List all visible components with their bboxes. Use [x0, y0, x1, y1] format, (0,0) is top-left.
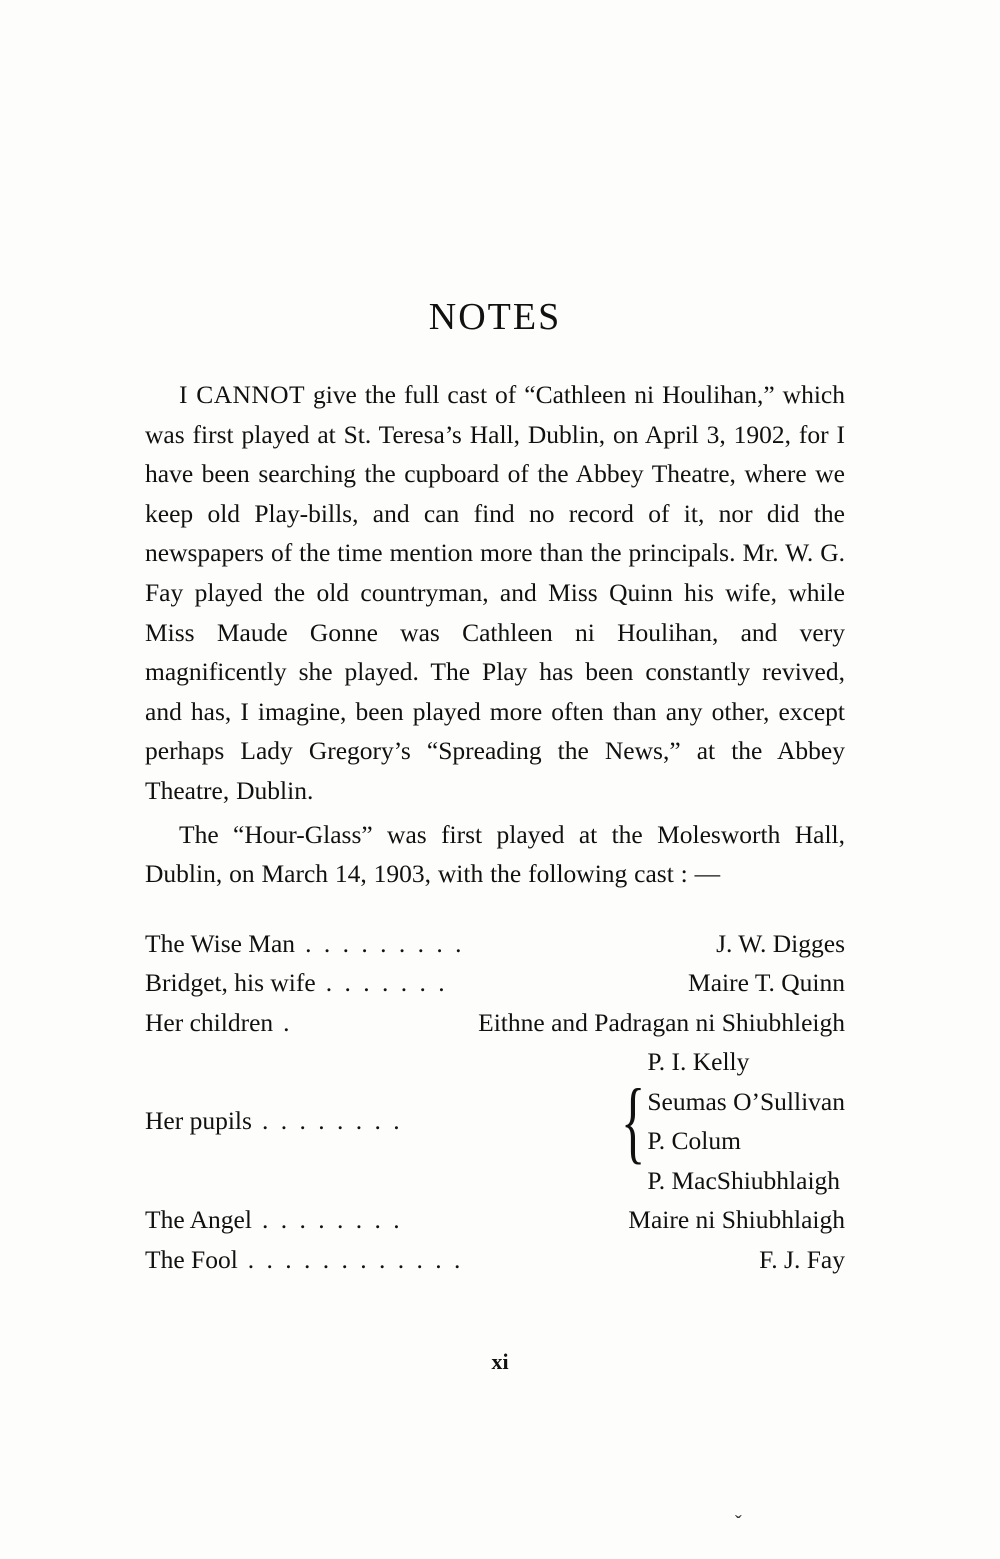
- cast-row: [145, 963, 845, 1003]
- brace-icon: {: [621, 1069, 646, 1172]
- paragraph-1: [145, 375, 845, 811]
- cast-name: J. W. Digges: [716, 928, 845, 958]
- cast-leader-dots: .: [283, 1007, 293, 1037]
- list-item: Seumas O’Sullivan: [647, 1086, 845, 1116]
- cast-role: The Fool: [145, 1244, 238, 1274]
- cast-row-pupils: [145, 1042, 845, 1200]
- list-item: P. MacShiubhlaigh: [647, 1165, 841, 1195]
- cast-leader-dots: . . . . . . . .: [261, 1106, 403, 1136]
- cast-leader-dots: . . . . . . . . . . . .: [247, 1244, 464, 1274]
- cast-role: Bridget, his wife: [145, 968, 316, 998]
- scan-artifact-mark: ˇ: [735, 1512, 742, 1534]
- cast-list: [145, 924, 845, 1280]
- page-number: xi: [491, 1349, 509, 1374]
- cast-role: The Wise Man: [145, 928, 296, 958]
- paragraph-2-text: The “Hour-Glass” was first played at the Molesworth Hall, Dublin, on March 14, 1903, with the following cast : —: [145, 819, 845, 889]
- cast-role: The Angel: [145, 1205, 252, 1235]
- cast-role: Her children: [145, 1007, 274, 1037]
- list-item: P. I. Kelly: [647, 1047, 750, 1077]
- cast-name: Maire ni Shiubhlaigh: [628, 1205, 845, 1235]
- cast-pupils-left: [145, 1069, 647, 1172]
- cast-name: F. J. Fay: [759, 1244, 845, 1274]
- paragraph-2: [145, 815, 845, 894]
- cast-name: Maire T. Quinn: [688, 968, 845, 998]
- cast-name: Eithne and Padragan ni Shiubhleigh: [478, 1007, 845, 1037]
- cast-row: [145, 924, 845, 964]
- cast-row: [145, 1200, 845, 1240]
- cast-leader-dots: . . . . . . . . .: [305, 928, 465, 958]
- cast-row: [145, 1240, 845, 1280]
- cast-leader-dots: . . . . . . . .: [261, 1205, 403, 1235]
- paragraph-1-leadin: I CANNOT: [179, 380, 305, 409]
- paragraph-1-text: give the full cast of “Cathleen ni Houlihan,” which was first played at St. Teresa’s Hall, Dublin, on April 3, 1902, for I have been searching the cupboard of the Abbey Theatre, where we keep old Play-bills, and can find no record of it, nor did the newspapers of the time mention more than the principals. Mr. W. G. Fay played the old countryman, and Miss Quinn his wife, while Miss Maude Gonne was Cathleen ni Houlihan, and very magnificently she played. The Play has been constantly revived, and has, I imagine, been played more often than any other, except perhaps Lady Gregory’s “Spreading the News,” at the Abbey Theatre, Dublin.: [145, 380, 845, 805]
- list-item: P. Colum: [647, 1126, 741, 1156]
- page-title: NOTES: [428, 296, 562, 338]
- cast-leader-dots: . . . . . . .: [325, 968, 448, 998]
- cast-pupil-names: [647, 1042, 845, 1200]
- cast-role: Her pupils: [145, 1106, 252, 1136]
- cast-row: [145, 1003, 845, 1043]
- page-content: [145, 295, 845, 1279]
